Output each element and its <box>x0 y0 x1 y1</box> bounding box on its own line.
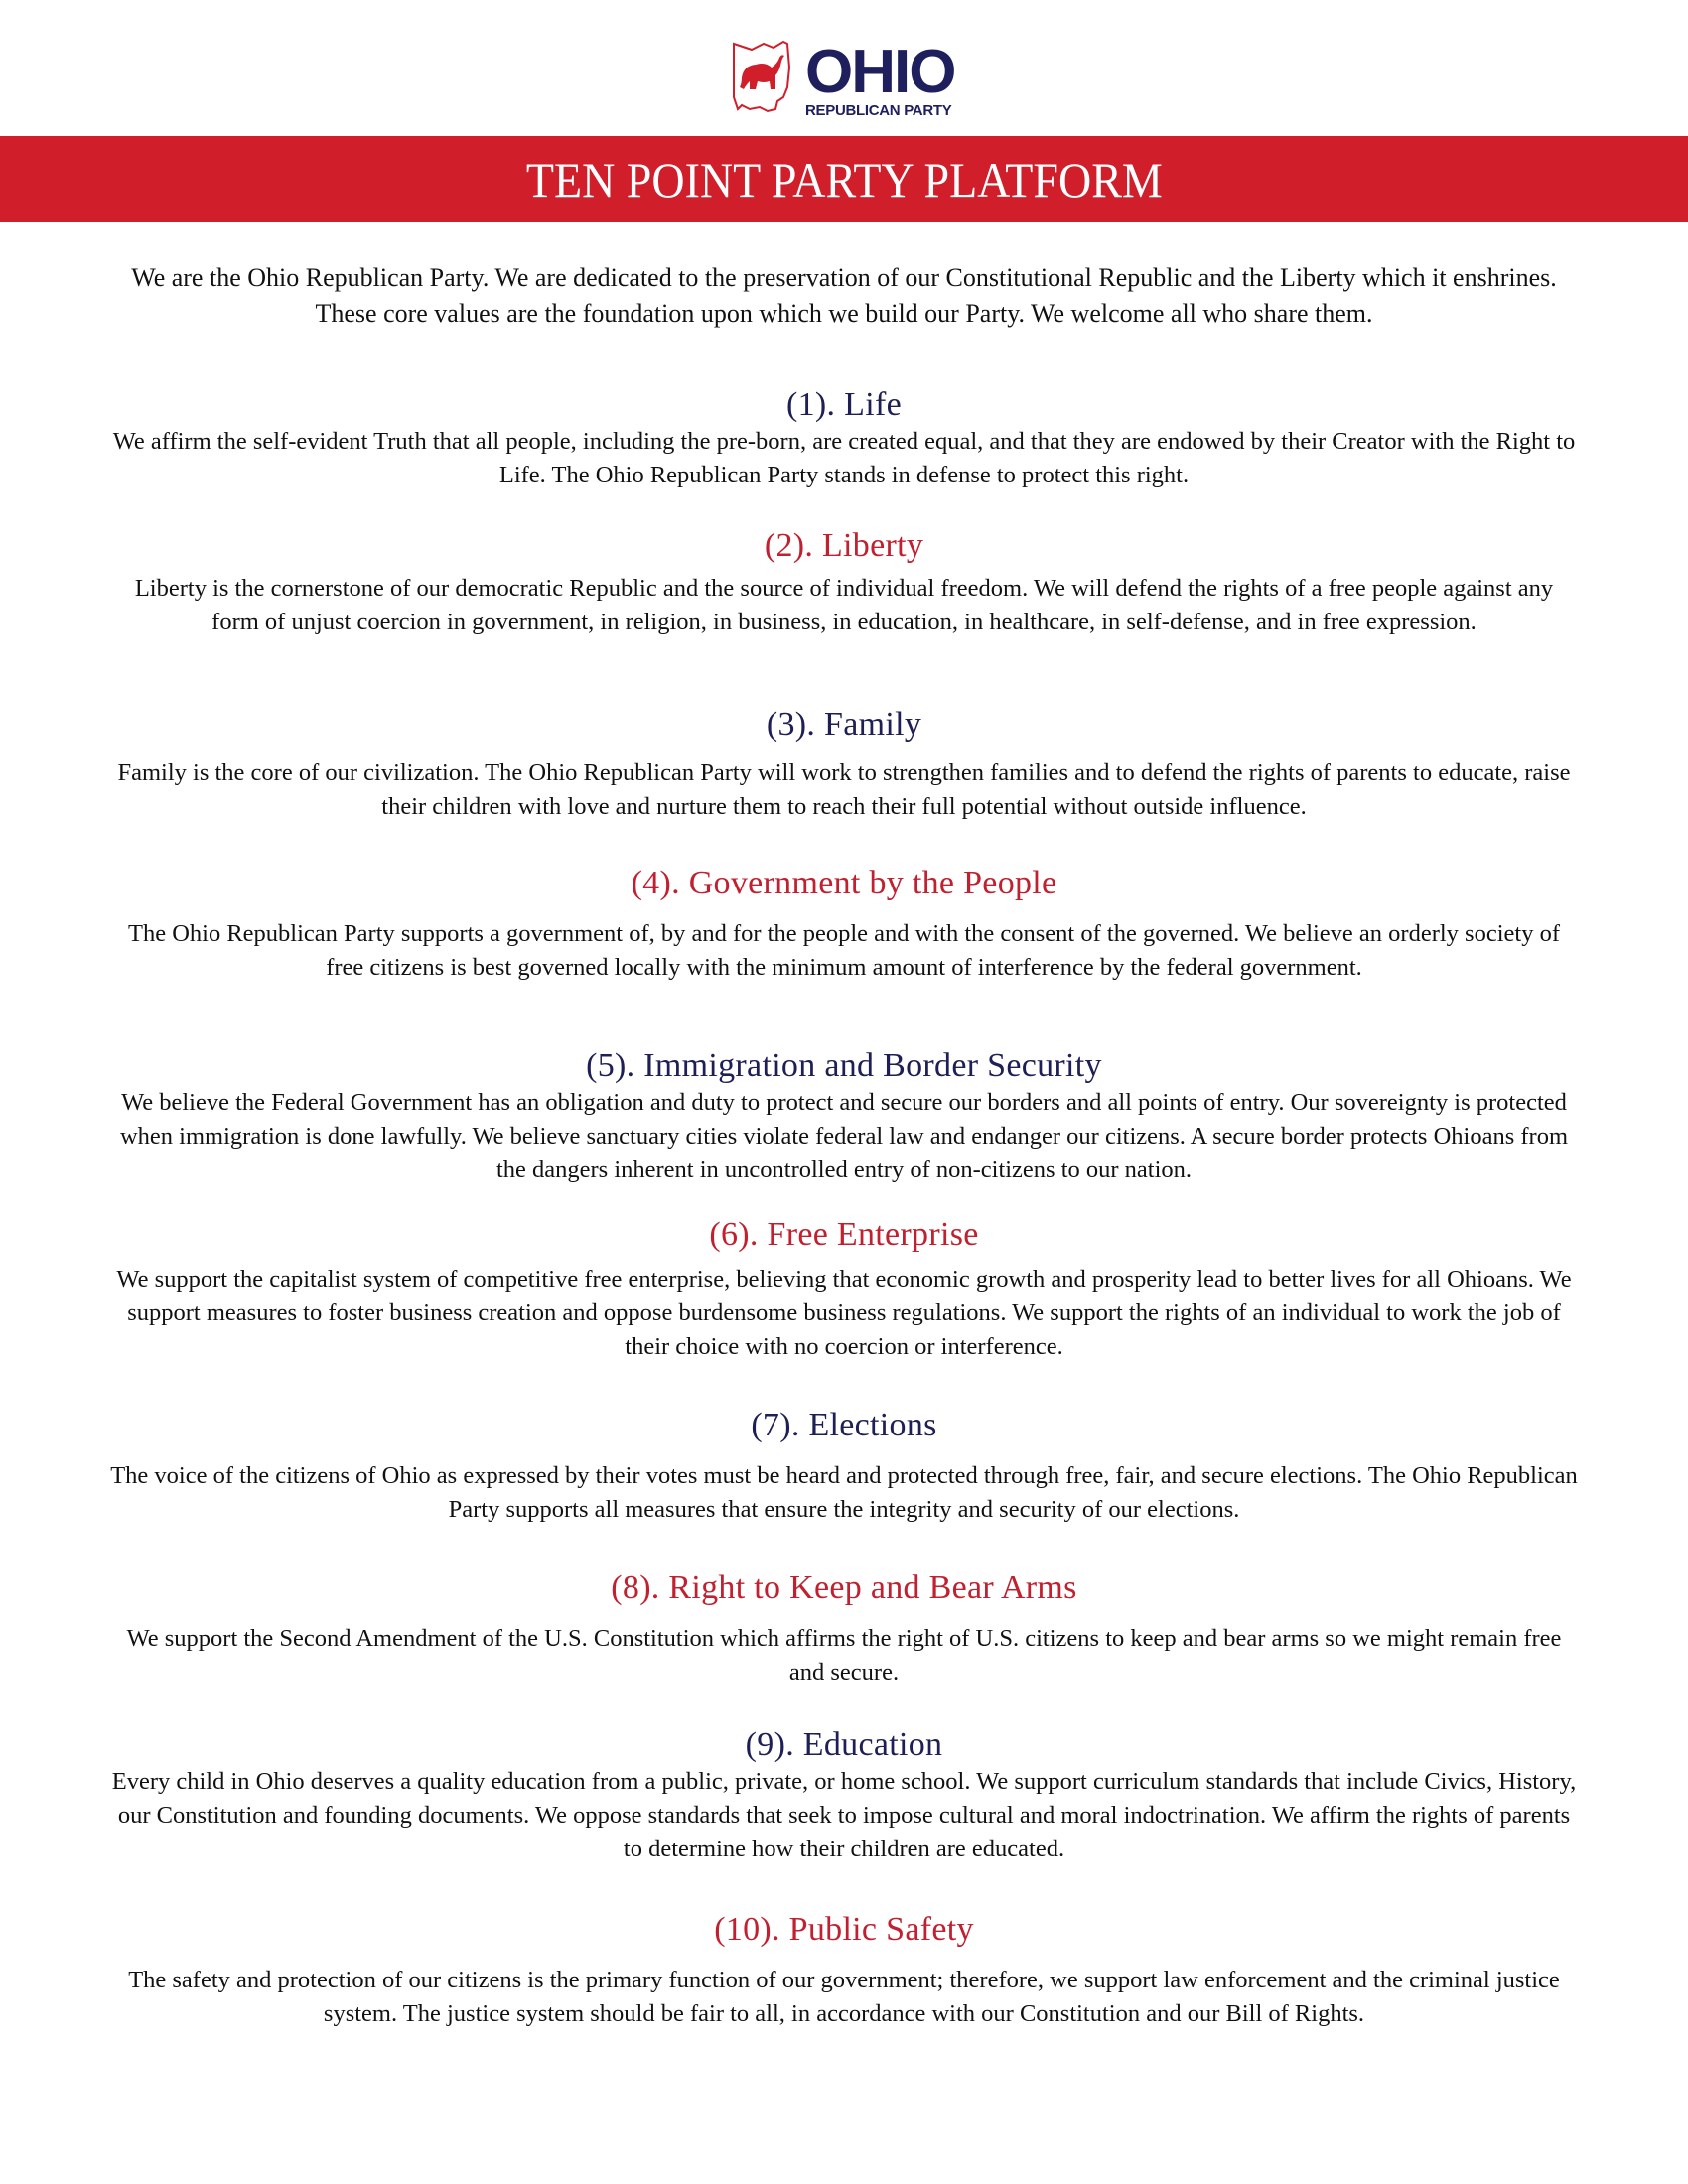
section-heading: (7). Elections <box>751 1407 937 1443</box>
section-government-by-the-people <box>109 864 1579 985</box>
section-body: Liberty is the cornerstone of our democratic Republic and the source of individual freedom. We will defend the rights of a free people against any form of unjust coercion in government, in religion, in business, in education, in healthcare, in self-defense, and in free expression. <box>134 575 1554 635</box>
section-heading: (4). Government by the People <box>631 865 1057 901</box>
platform-content <box>109 260 1579 2027</box>
section-liberty <box>109 526 1579 639</box>
section-heading: (10). Public Safety <box>714 1911 974 1948</box>
section-education <box>109 1725 1579 1866</box>
section-elections <box>109 1406 1579 1527</box>
ohio-state-elephant-icon <box>730 38 801 117</box>
section-heading: (2). Liberty <box>764 527 924 564</box>
section-public-safety <box>109 1910 1579 2031</box>
ohio-republican-party-logo <box>730 38 968 117</box>
section-right-to-bear-arms <box>109 1569 1579 1690</box>
section-body: We affirm the self-evident Truth that all people, including the pre-born, are created equal, and that they are endowed by their Creator with the Right to Life. The Ohio Republican Party stands in defense to protect this right. <box>112 428 1576 488</box>
section-body: Every child in Ohio deserves a quality education from a public, private, or home school. We support curriculum standards that include Civics, History, our Constitution and founding documents. We oppose standards that seek to impose cultural and moral indoctrination. We affirm the rights of parents to determine how their children are educated. <box>111 1768 1577 1862</box>
logo-wordmark: OHIO <box>805 37 955 106</box>
logo-subtitle: REPUBLICAN PARTY <box>805 101 952 119</box>
section-heading: (5). Immigration and Border Security <box>586 1047 1102 1084</box>
section-family <box>109 705 1579 824</box>
section-body: We support the capitalist system of competitive free enterprise, believing that economic growth and prosperity lead to better lives for all Ohioans. We support measures to foster business creation and oppose burdensome business regulations. We support the rights of an individual to work the job of their choice with no coercion or interference. <box>116 1266 1572 1360</box>
section-life <box>109 385 1579 492</box>
intro-paragraph: We are the Ohio Republican Party. We are dedicated to the preservation of our Constitutional Republic and the Liberty which it enshrines. These core values are the foundation upon which we build our Party. We welcome all who share them. <box>131 263 1557 328</box>
section-body: The voice of the citizens of Ohio as expressed by their votes must be heard and protected through free, fair, and secure elections. The Ohio Republican Party supports all measures that ensure the integrity and security of our elections. <box>110 1462 1578 1523</box>
section-free-enterprise <box>109 1215 1579 1364</box>
section-heading: (8). Right to Keep and Bear Arms <box>611 1570 1077 1606</box>
section-heading: (1). Life <box>786 386 902 423</box>
section-heading: (6). Free Enterprise <box>709 1216 979 1253</box>
section-heading: (3). Family <box>766 706 922 743</box>
section-body: We support the Second Amendment of the U.S. Constitution which affirms the right of U.S. citizens to keep and bear arms so we might remain free and secure. <box>126 1625 1562 1686</box>
section-body: The Ohio Republican Party supports a government of, by and for the people and with the consent of the governed. We believe an orderly society of free citizens is best governed locally with the minimum amount of interference by the federal government. <box>128 920 1560 981</box>
section-heading: (9). Education <box>745 1726 943 1763</box>
section-body: Family is the core of our civilization. The Ohio Republican Party will work to strengthen families and to defend the rights of parents to educate, raise their children with love and nurture them to reach their full potential without outside influence. <box>117 759 1571 820</box>
title-banner <box>0 136 1688 222</box>
section-immigration <box>109 1046 1579 1187</box>
page-title: TEN POINT PARTY PLATFORM <box>525 151 1163 207</box>
section-body: We believe the Federal Government has an obligation and duty to protect and secure our borders and all points of entry. Our sovereignty is protected when immigration is done lawfully. We believe sanctuary cities violate federal law and endanger our citizens. A secure border protects Ohioans from the dangers inherent in uncontrolled entry of non-citizens to our nation. <box>119 1089 1568 1183</box>
section-body: The safety and protection of our citizens is the primary function of our government; therefore, we support law enforcement and the criminal justice system. The justice system should be fair to all, in accordance with our Constitution and our Bill of Rights. <box>128 1967 1560 2027</box>
